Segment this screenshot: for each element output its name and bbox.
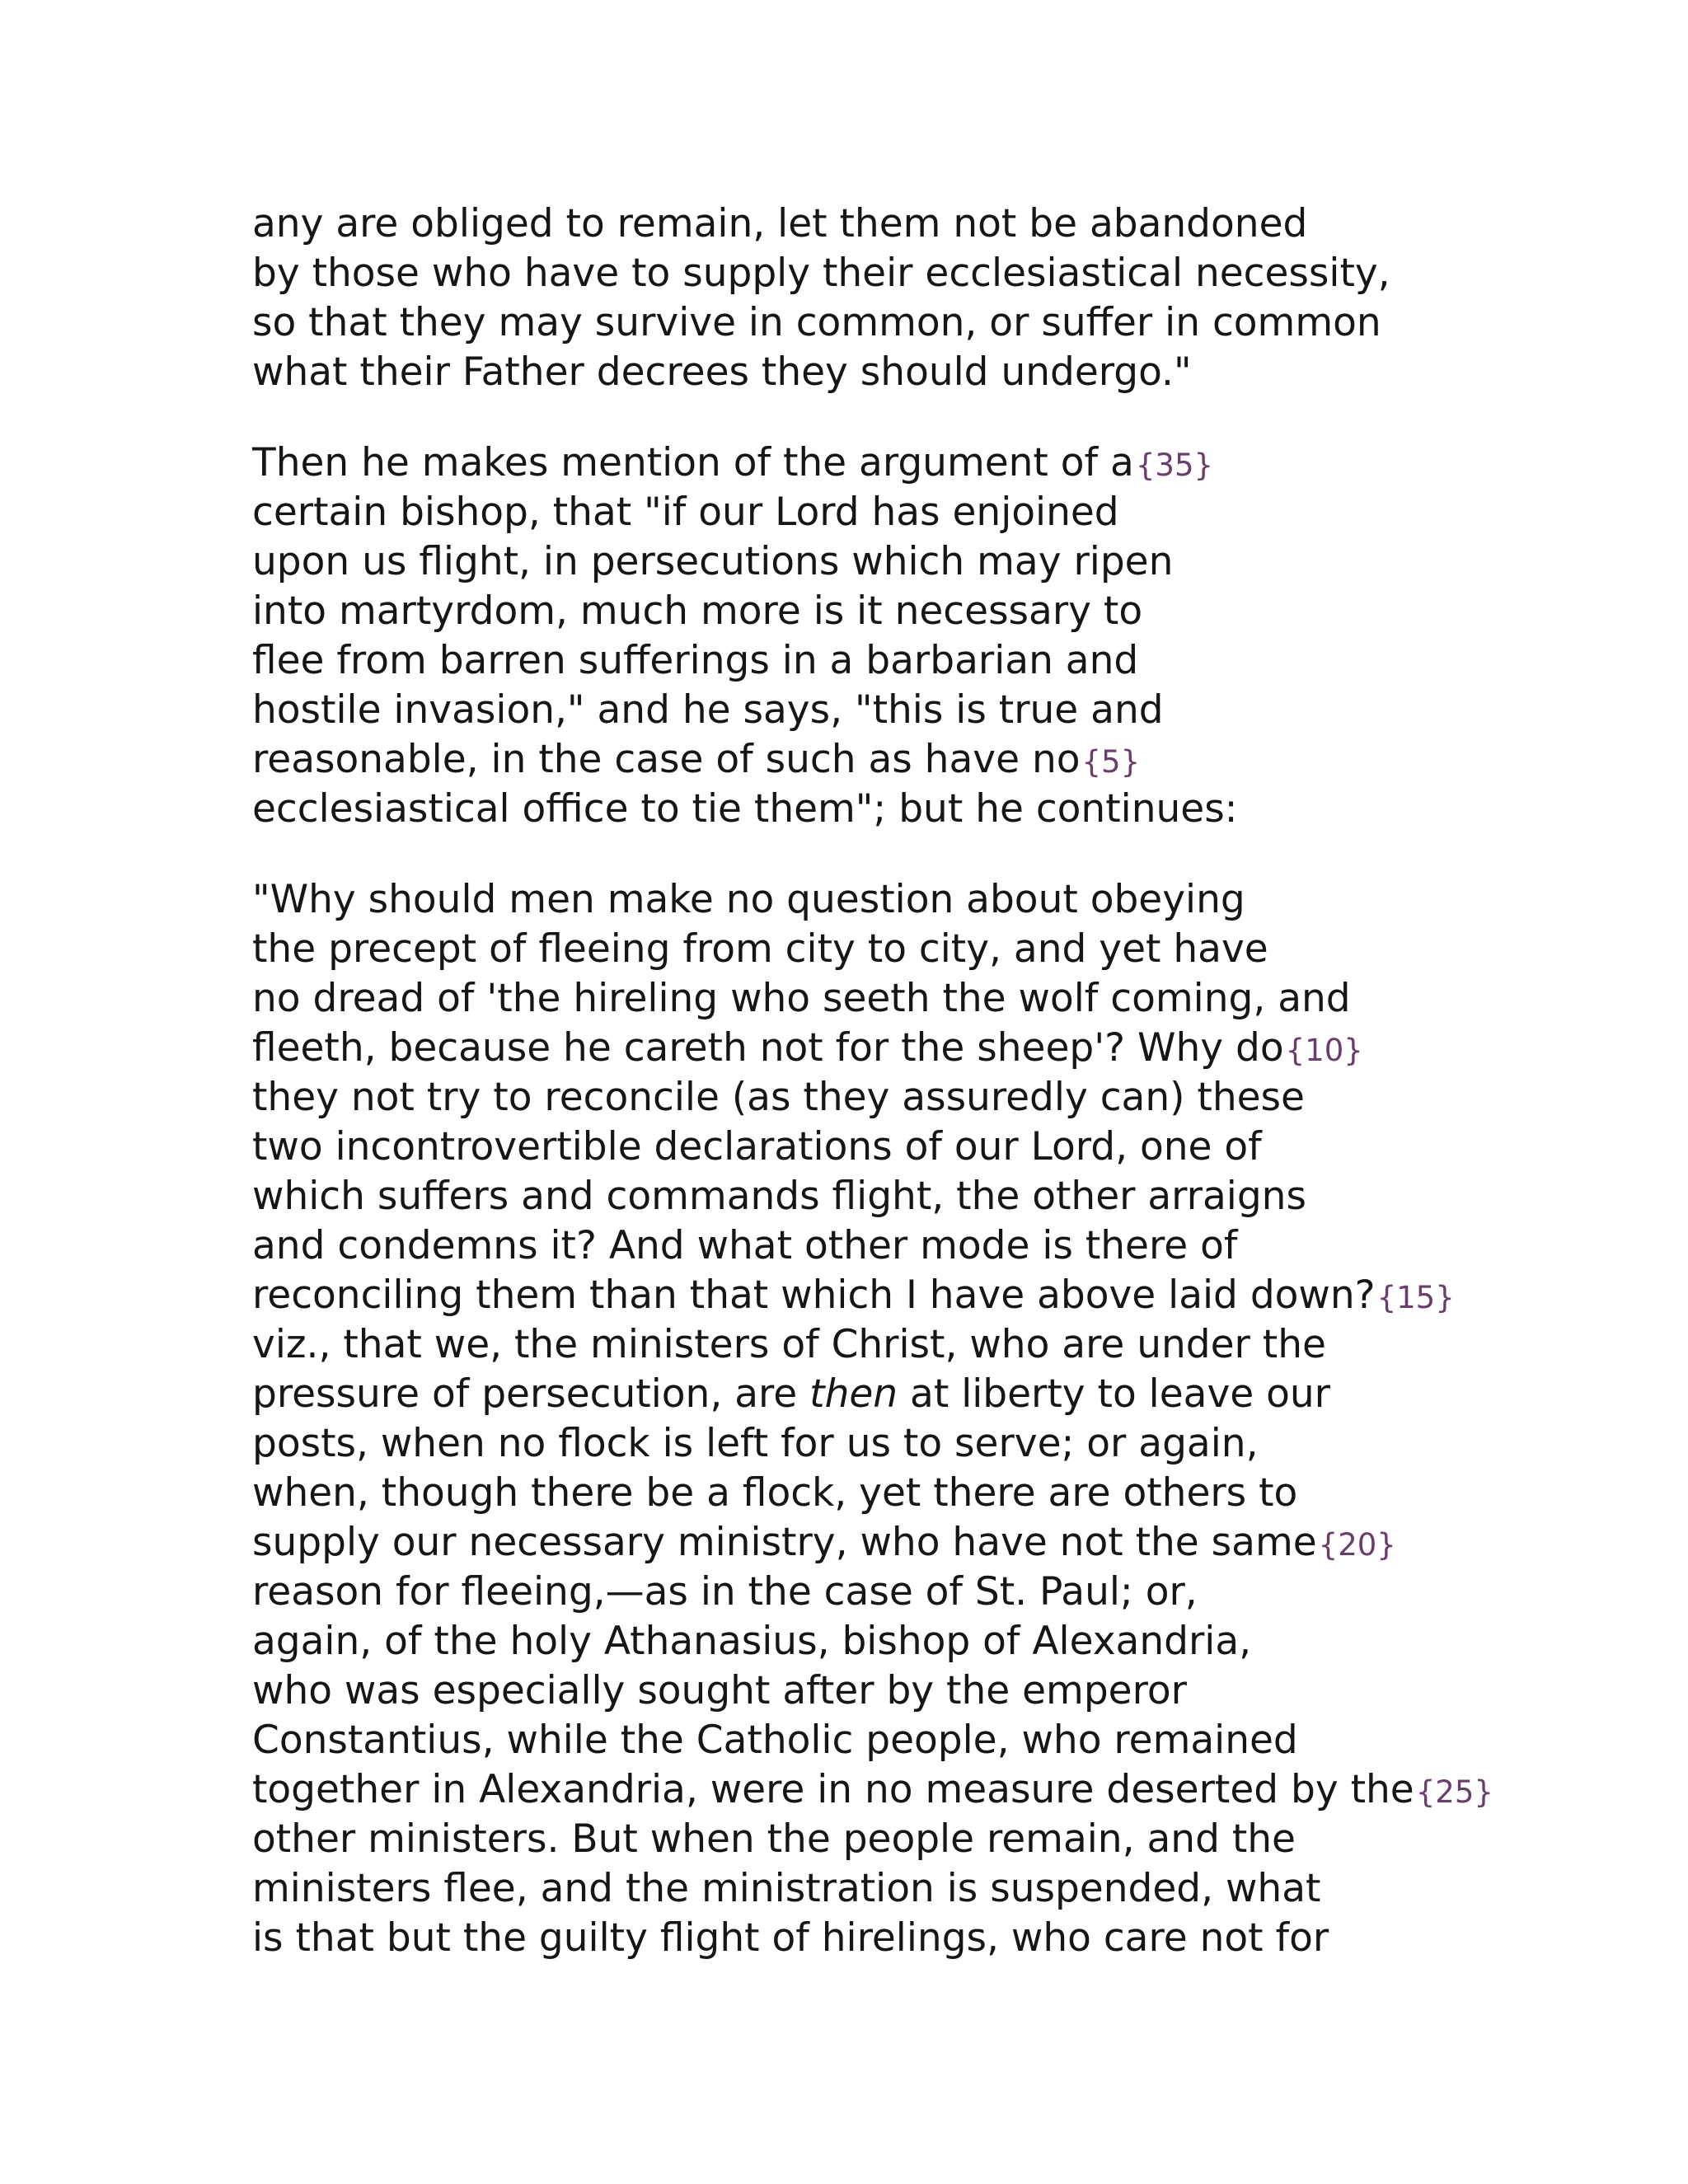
text-line: two incontrovertible declarations of our Lord, one of xyxy=(252,1124,1262,1169)
text-line: together in Alexandria, were in no measure deserted by the{25} xyxy=(252,1767,1493,1812)
text-line: upon us flight, in persecutions which may ripen xyxy=(252,539,1174,584)
line-number: {35} xyxy=(1135,448,1214,483)
document-body xyxy=(252,199,1571,2004)
text-line: ecclesiastical office to tie them"; but he continues: xyxy=(252,786,1238,832)
text-line: Then he makes mention of the argument of a{35} xyxy=(252,440,1214,485)
text-line: supply our necessary ministry, who have not the same{20} xyxy=(252,1520,1396,1565)
line-number: {15} xyxy=(1376,1280,1455,1315)
line-number: {5} xyxy=(1081,744,1141,780)
text-line: into martyrdom, much more is it necessary to xyxy=(252,588,1143,634)
text-line: no dread of 'the hireling who seeth the wolf coming, and xyxy=(252,976,1351,1021)
text-line: by those who have to supply their ecclesiastical necessity, xyxy=(252,251,1390,296)
text-line: again, of the holy Athanasius, bishop of Alexandria, xyxy=(252,1619,1252,1664)
text-line: reason for fleeing,—as in the case of St. Paul; or, xyxy=(252,1569,1198,1615)
text-line: what their Father decrees they should undergo." xyxy=(252,349,1192,395)
text-line: any are obliged to remain, let them not be abandoned xyxy=(252,201,1308,246)
paragraph-3 xyxy=(252,875,1571,1963)
text-line: flee from barren sufferings in a barbarian and xyxy=(252,638,1139,683)
text-line: and condemns it? And what other mode is there of xyxy=(252,1223,1238,1268)
paragraph-2 xyxy=(252,438,1571,834)
text-line: pressure of persecution, are then at liberty to leave our xyxy=(252,1371,1330,1417)
line-number: {25} xyxy=(1415,1774,1493,1810)
text-line: which suffers and commands flight, the other arraigns xyxy=(252,1174,1306,1219)
line-number: {10} xyxy=(1285,1033,1363,1068)
text-line: viz., that we, the ministers of Christ, who are under the xyxy=(252,1322,1326,1367)
text-line: when, though there be a flock, yet there are others to xyxy=(252,1470,1298,1516)
text-line: reasonable, in the case of such as have no{5} xyxy=(252,737,1141,782)
text-line: reconciling them than that which I have above laid down?{15} xyxy=(252,1272,1455,1318)
text-line: Constantius, while the Catholic people, who remained xyxy=(252,1718,1298,1763)
paragraph-1 xyxy=(252,199,1571,397)
text-line: who was especially sought after by the emperor xyxy=(252,1668,1187,1713)
text-line: other ministers. But when the people remain, and the xyxy=(252,1816,1296,1862)
text-line: certain bishop, that "if our Lord has enjoined xyxy=(252,490,1119,535)
text-line: "Why should men make no question about obeying xyxy=(252,877,1245,922)
text-line: they not try to reconcile (as they assuredly can) these xyxy=(252,1075,1305,1120)
text-line: fleeth, because he careth not for the sheep'? Why do{10} xyxy=(252,1025,1363,1071)
text-line: ministers flee, and the ministration is suspended, what xyxy=(252,1866,1321,1911)
line-number: {20} xyxy=(1318,1527,1396,1563)
text-line: is that but the guilty flight of hirelings, who care not for xyxy=(252,1915,1329,1961)
text-line: posts, when no flock is left for us to serve; or again, xyxy=(252,1421,1259,1466)
text-line: hostile invasion," and he says, "this is true and xyxy=(252,687,1164,733)
text-line: the precept of fleeing from city to city, and yet have xyxy=(252,926,1268,972)
text-line: so that they may survive in common, or suffer in common xyxy=(252,300,1381,345)
emphasis: then xyxy=(809,1371,898,1417)
